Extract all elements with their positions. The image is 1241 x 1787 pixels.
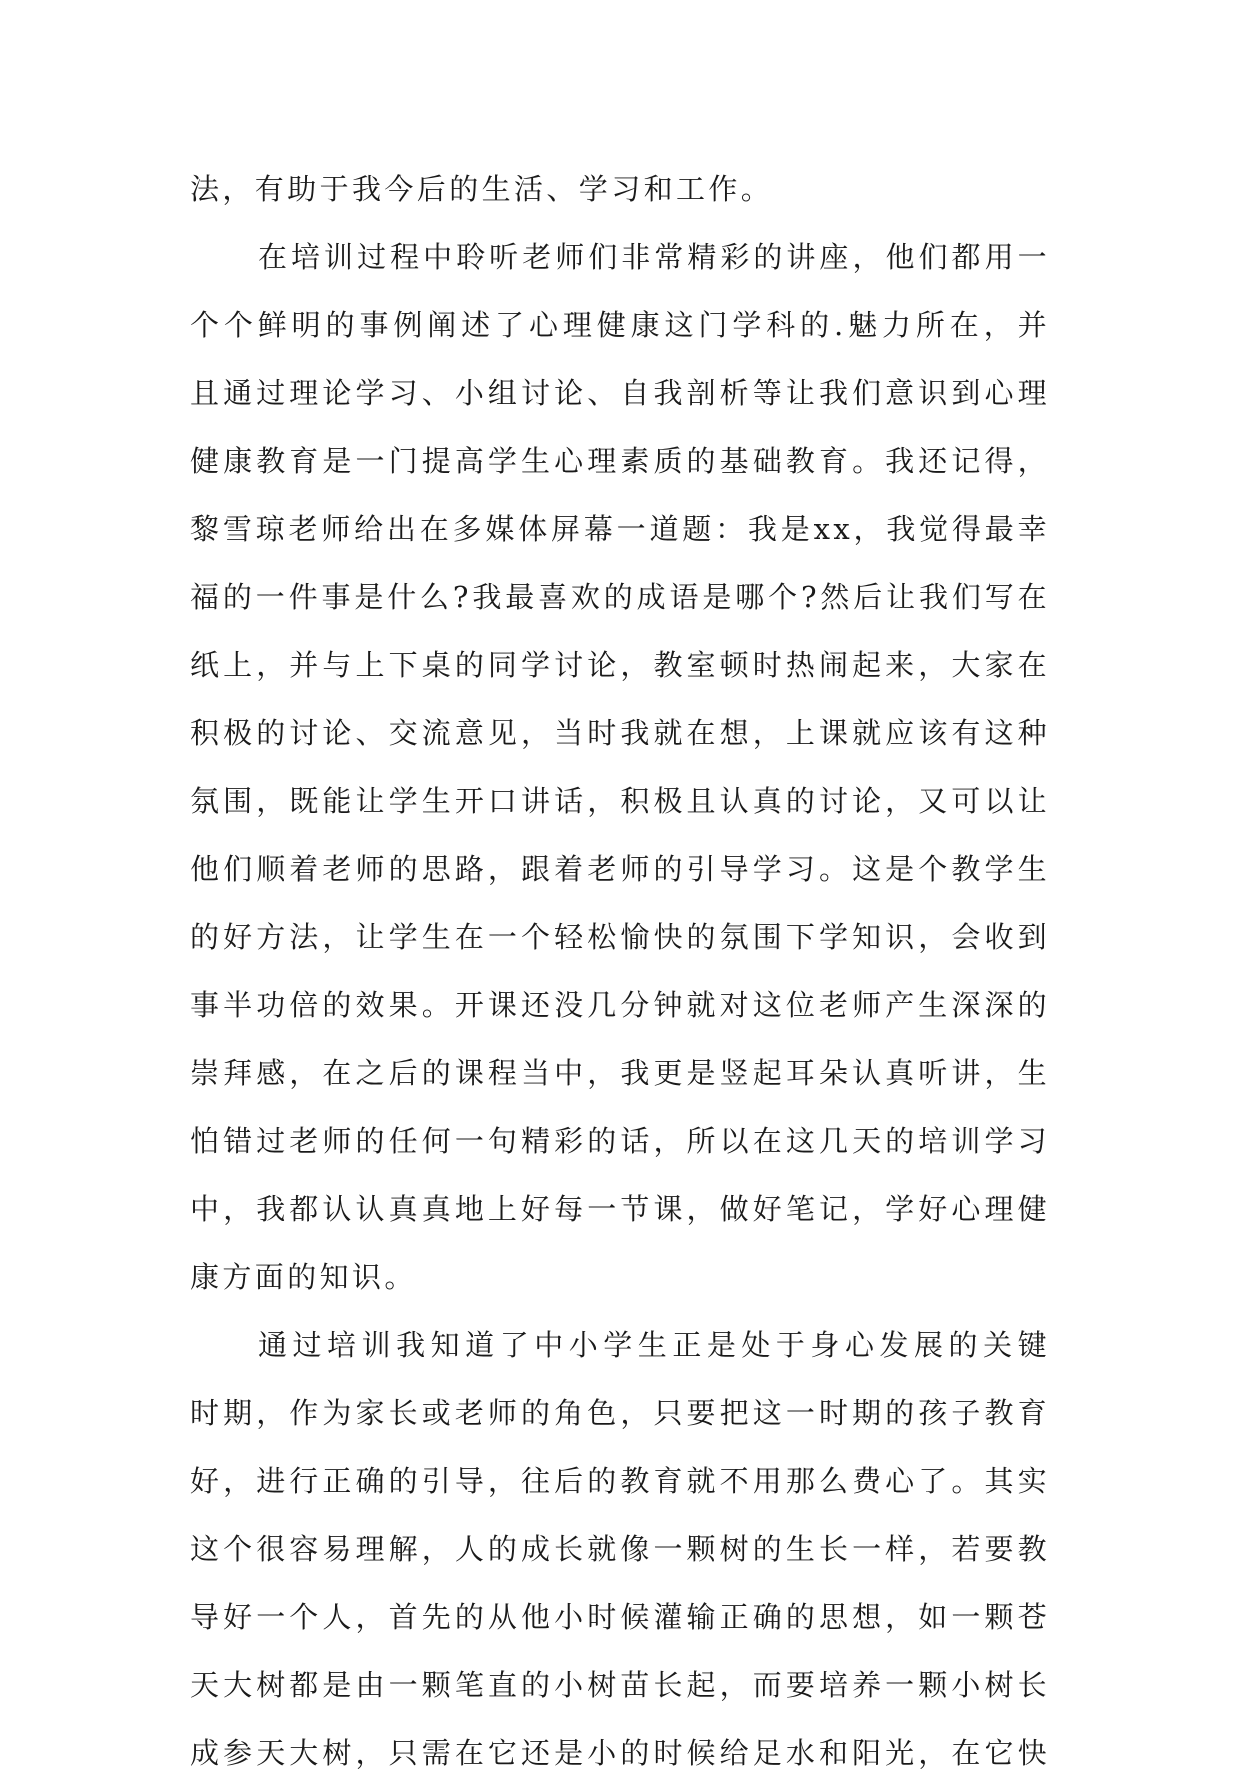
text-line: 导好一个人，首先的从他小时候灌输正确的思想，如一颗苍 (190, 1600, 1050, 1634)
text-line: 天大树都是由一颗笔直的小树苗长起，而要培养一颗小树长 (190, 1668, 1050, 1702)
text-line: 好，进行正确的引导，往后的教育就不用那么费心了。其实 (190, 1464, 1050, 1498)
text-line: 且通过理论学习、小组讨论、自我剖析等让我们意识到心理 (190, 376, 1050, 410)
text-line: 康方面的知识。 (190, 1260, 417, 1294)
text-line: 在培训过程中聆听老师们非常精彩的讲座，他们都用一 (258, 240, 1050, 274)
text-line: 他们顺着老师的思路，跟着老师的引导学习。这是个教学生 (190, 852, 1050, 886)
text-line: 氛围，既能让学生开口讲话，积极且认真的讨论，又可以让 (190, 784, 1050, 818)
text-line: 这个很容易理解，人的成长就像一颗树的生长一样，若要教 (190, 1532, 1050, 1566)
paragraph (190, 155, 1050, 223)
text-line: 怕错过老师的任何一句精彩的话，所以在这几天的培训学习 (190, 1124, 1050, 1158)
text-line: 的好方法，让学生在一个轻松愉快的氛围下学知识，会收到 (190, 920, 1050, 954)
text-line: 事半功倍的效果。开课还没几分钟就对这位老师产生深深的 (190, 988, 1050, 1022)
text-line: 健康教育是一门提高学生心理素质的基础教育。我还记得， (190, 444, 1050, 478)
text-line: 中，我都认认真真地上好每一节课，做好笔记，学好心理健 (190, 1192, 1050, 1226)
text-line: 法，有助于我今后的生活、学习和工作。 (190, 172, 774, 206)
text-line: 个个鲜明的事例阐述了心理健康这门学科的.魅力所在，并 (190, 308, 1050, 342)
text-line: 福的一件事是什么?我最喜欢的成语是哪个?然后让我们写在 (190, 580, 1050, 614)
paragraph (190, 1311, 1050, 1787)
text-line: 黎雪琼老师给出在多媒体屏幕一道题：我是xx，我觉得最幸 (190, 512, 1050, 546)
text-line: 成参天大树，只需在它还是小的时候给足水和阳光，在它快 (190, 1736, 1050, 1770)
paragraph (190, 223, 1050, 1311)
text-line: 积极的讨论、交流意见，当时我就在想，上课就应该有这种 (190, 716, 1050, 750)
document-body (190, 155, 1050, 1787)
text-line: 通过培训我知道了中小学生正是处于身心发展的关键 (258, 1328, 1050, 1362)
text-line: 崇拜感，在之后的课程当中，我更是竖起耳朵认真听讲，生 (190, 1056, 1050, 1090)
text-line: 纸上，并与上下桌的同学讨论，教室顿时热闹起来，大家在 (190, 648, 1050, 682)
text-line: 时期，作为家长或老师的角色，只要把这一时期的孩子教育 (190, 1396, 1050, 1430)
